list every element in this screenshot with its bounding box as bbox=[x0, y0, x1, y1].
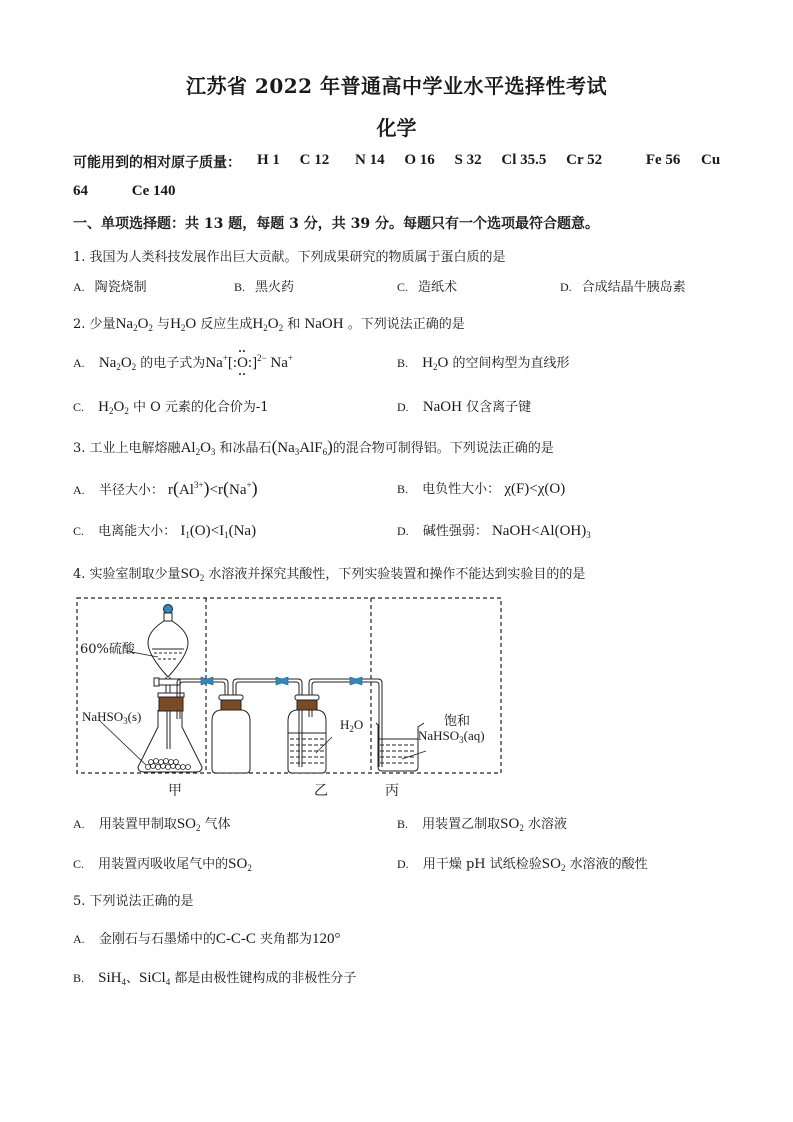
mass-cu-value: 64 bbox=[73, 183, 88, 199]
caption-jia: 甲 bbox=[168, 783, 182, 799]
caption-yi: 乙 bbox=[314, 783, 328, 799]
section-heading: 一、单项选择题：共 13 题，每题 3 分，共 39 分。每题只有一个选项最符合题意。 bbox=[73, 216, 599, 232]
q4-option-d[interactable]: D. 用干燥 pH 试纸检验$SO_2$ 水溶液的酸性 bbox=[397, 856, 648, 873]
gas-bottle-water bbox=[288, 695, 326, 773]
apparatus-svg bbox=[76, 597, 502, 775]
q4-option-b[interactable]: B. 用装置乙制取$SO_2$ 水溶液 bbox=[397, 816, 568, 833]
q2-option-d[interactable]: D. NaOH 仅含离子键 bbox=[397, 399, 532, 415]
mass-c: C 12 bbox=[299, 152, 330, 168]
q2-option-b[interactable]: B. $H_2O$ 的空间构型为直线形 bbox=[397, 355, 570, 372]
exam-title: 江苏省 2022 年普通高中学业水平选择性考试 bbox=[185, 74, 608, 98]
q4-option-a[interactable]: A. 用装置甲制取$SO_2$ 气体 bbox=[73, 816, 231, 833]
mass-o: O 16 bbox=[404, 152, 435, 168]
caption-bing: 丙 bbox=[385, 783, 399, 799]
label-water: $H_2O$ bbox=[340, 717, 364, 734]
q3-option-c[interactable]: C. 电离能大小： $I_1(O)<I_1(Na)$ bbox=[73, 523, 257, 540]
atomic-mass-row-1 bbox=[257, 152, 680, 169]
question-5-stem: 5. 下列说法正确的是 bbox=[73, 894, 194, 909]
q3-option-b[interactable]: B. 电负性大小： χ(F)<χ(O) bbox=[397, 481, 566, 497]
q5-option-a[interactable]: A. 金刚石与石墨烯中的C-C-C 夹角都为120° bbox=[73, 931, 341, 947]
q1-option-d[interactable]: D. 合成结晶牛胰岛素 bbox=[560, 280, 686, 295]
mass-s: S 32 bbox=[454, 152, 482, 168]
mass-cl: Cl 35.5 bbox=[501, 152, 547, 168]
apparatus-diagram bbox=[76, 597, 502, 775]
mass-fe: Fe 56 bbox=[645, 152, 681, 168]
label-sulfuric-acid: 60%硫酸 bbox=[80, 642, 135, 657]
q3-option-d[interactable]: D. 碱性强弱： $NaOH<Al(OH)_3$ bbox=[397, 523, 591, 540]
q1-option-b[interactable]: B. 黑火药 bbox=[234, 280, 295, 295]
gas-bottle-empty bbox=[212, 695, 250, 773]
q1-option-c[interactable]: C. 造纸术 bbox=[397, 280, 458, 295]
question-number: 1. bbox=[73, 250, 86, 265]
mass-cr: Cr 52 bbox=[566, 152, 603, 168]
mass-ce: Ce 140 bbox=[131, 183, 176, 199]
label-nahso3-solid: NaHSO$_3$(s) bbox=[82, 709, 142, 726]
beaker bbox=[376, 723, 424, 771]
mass-h: H 1 bbox=[257, 152, 280, 168]
q2-option-a[interactable]: A. $Na_2O_2$ 的电子式为Na+[: •• O •• :]$^{2-}$ Na+ bbox=[73, 347, 293, 379]
atomic-mass-row-2 bbox=[73, 183, 176, 200]
q1-option-a[interactable]: A. 陶瓷烧制 bbox=[73, 280, 147, 295]
q4-option-c[interactable]: C. 用装置丙吸收尾气中的$SO_2$ bbox=[73, 856, 252, 873]
q3-option-a[interactable]: A. 半径大小： $r(Al^{3+})<r(Na^+)$ bbox=[73, 478, 258, 498]
label-saturated: 饱和 bbox=[444, 714, 471, 729]
question-3-stem: 3. 工业上电解熔融$Al_2O_3$ 和冰晶石$(Na_3AlF_6)$的混合物可制得铝。下列说法正确的是 bbox=[73, 437, 554, 457]
separatory-funnel bbox=[148, 605, 188, 694]
q2-option-c[interactable]: C. $H_2O_2$ 中 O 元素的化合价为-1 bbox=[73, 399, 269, 416]
question-2-stem: 2. 少量$Na_2O_2$ 与$H_2O$ 反应生成$H_2O_2$ 和 NaOH 。下列说法正确的是 bbox=[73, 316, 465, 333]
lewis-structure: Na+[: •• O •• :]$^{2-}$ Na+ bbox=[205, 347, 293, 379]
label-nahso3-aq: NaHSO$_3$(aq) bbox=[418, 728, 485, 745]
question-text: 我国为人类科技发展作出巨大贡献。下列成果研究的物质属于蛋白质的是 bbox=[89, 250, 506, 265]
atomic-mass-label: 可能用到的相对原子质量： bbox=[73, 155, 241, 171]
q5-option-b[interactable]: B. SiH$_4$、SiCl$_4$ 都是由极性键构成的非极性分子 bbox=[73, 970, 357, 987]
mass-cu-symbol: Cu bbox=[701, 152, 721, 168]
exam-subject: 化学 bbox=[376, 116, 417, 140]
mass-n: N 14 bbox=[355, 152, 385, 168]
question-4-stem: 4. 实验室制取少量$SO_2$ 水溶液并探究其酸性，下列实验装置和操作不能达到实验目的的是 bbox=[73, 566, 586, 583]
question-1-stem bbox=[73, 246, 506, 265]
